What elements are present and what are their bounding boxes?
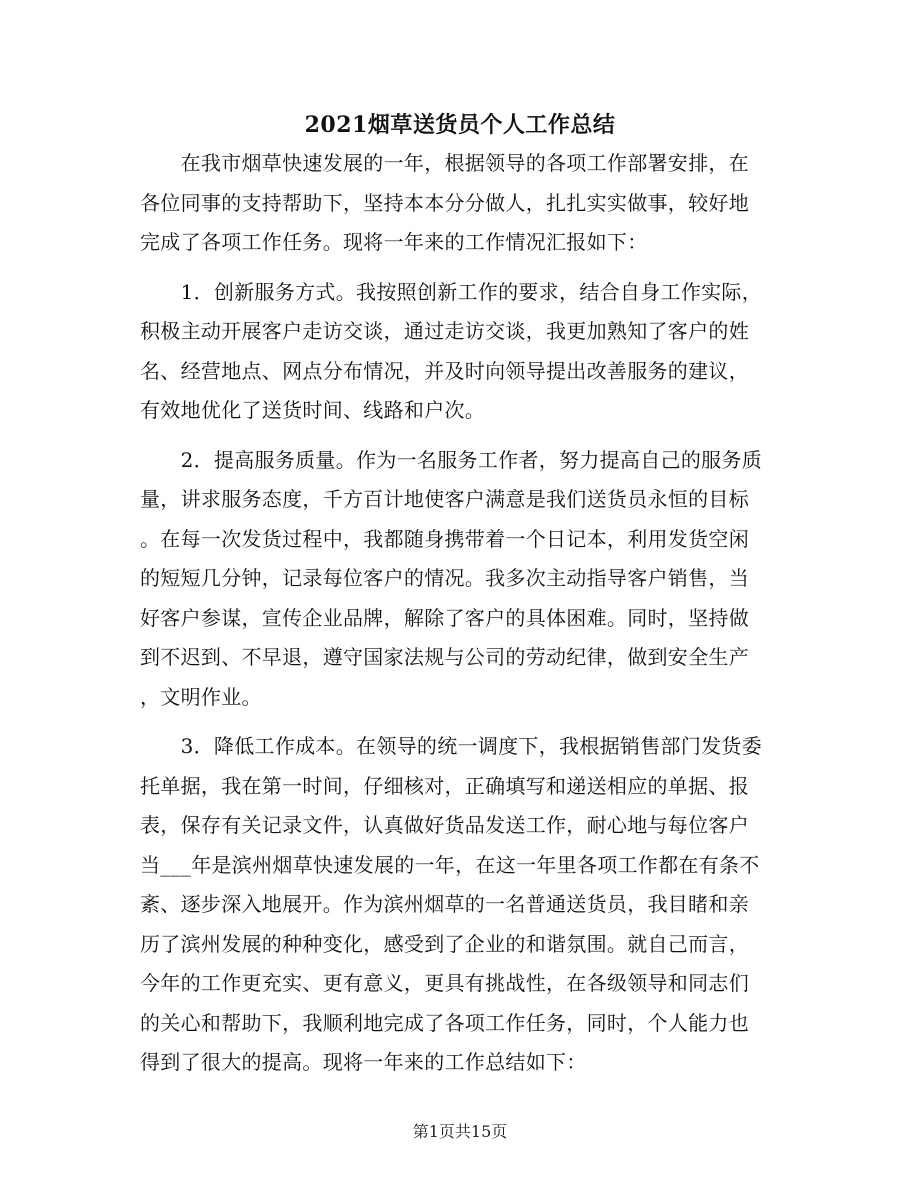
text-line: 托单据，我在第一时间，仔细核对，正确填写和递送相应的单据、报 — [140, 773, 749, 798]
paragraph-gap — [140, 717, 780, 727]
text-line: 2．提高服务质量。作为一名服务工作者，努力提高自己的服务质 — [140, 447, 763, 472]
text-line: 各位同事的支持帮助下，坚持本本分分做人，扎扎实实做事，较好地 — [140, 190, 749, 215]
text-line: 完成了各项工作任务。现将一年来的工作情况汇报如下： — [140, 230, 648, 254]
text-line: 。在每一次发货过程中，我都随身携带着一个日记本，利用发货空闲 — [140, 526, 749, 551]
text-line: 今年的工作更充实、更有意义，更具有挑战性，在各级领导和同志们 — [140, 971, 749, 995]
paragraph-intro — [140, 144, 780, 263]
text-line: ，文明作业。 — [140, 684, 262, 709]
text-line: 3．降低工作成本。在领导的统一调度下，我根据销售部门发货委 — [140, 734, 763, 758]
text-line: 名、经营地点、网点分布情况，并及时向领导提出改善服务的建议， — [140, 358, 749, 383]
text-line: 表，保存有关记录文件，认真做好货品发送工作，耐心地与每位客户 — [140, 813, 749, 837]
text-line: 紊、逐步深入地展开。作为滨州烟草的一名普通送货员，我目睹和亲 — [140, 892, 749, 916]
text-line: 到不迟到、不早退，遵守国家法规与公司的劳动纪律，做到安全生产 — [140, 645, 749, 669]
text-line: 在我市烟草快速发展的一年，根据领导的各项工作部署安排，在 — [140, 151, 749, 175]
page-number: 第1页共15页 — [412, 1122, 508, 1141]
text-line: 当___年是滨州烟草快速发展的一年，在这一年里各项工作都在有条不 — [140, 852, 760, 877]
text-line: 历了滨州发展的种种变化，感受到了企业的和谐氛围。就自己而言， — [140, 931, 749, 956]
document-body — [140, 144, 780, 1083]
paragraph-3 — [140, 727, 780, 1083]
paragraph-gap — [140, 431, 780, 441]
text-line: 得到了很大的提高。现将一年来的工作总结如下： — [140, 1050, 587, 1074]
text-line: 1．创新服务方式。我按照创新工作的要求，结合自身工作实际， — [140, 279, 763, 304]
paragraph-1 — [140, 273, 780, 431]
text-line: 的关心和帮助下，我顺利地完成了各项工作任务，同时，个人能力也 — [140, 1010, 749, 1035]
paragraph-gap — [140, 263, 780, 273]
paragraph-2 — [140, 441, 780, 718]
document-title: 2021烟草送货员个人工作总结 — [304, 112, 616, 138]
text-line: 的短短几分钟，记录每位客户的情况。我多次主动指导客户销售，当 — [140, 566, 749, 590]
text-line: 积极主动开展客户走访交谈，通过走访交谈，我更加熟知了客户的姓 — [140, 319, 749, 343]
text-line: 有效地优化了送货时间、线路和户次。 — [140, 398, 486, 422]
text-line: 量，讲求服务态度，千方百计地使客户满意是我们送货员永恒的目标 — [140, 487, 749, 511]
text-line: 好客户参谋，宣传企业品牌，解除了客户的具体困难。同时，坚持做 — [140, 605, 749, 630]
